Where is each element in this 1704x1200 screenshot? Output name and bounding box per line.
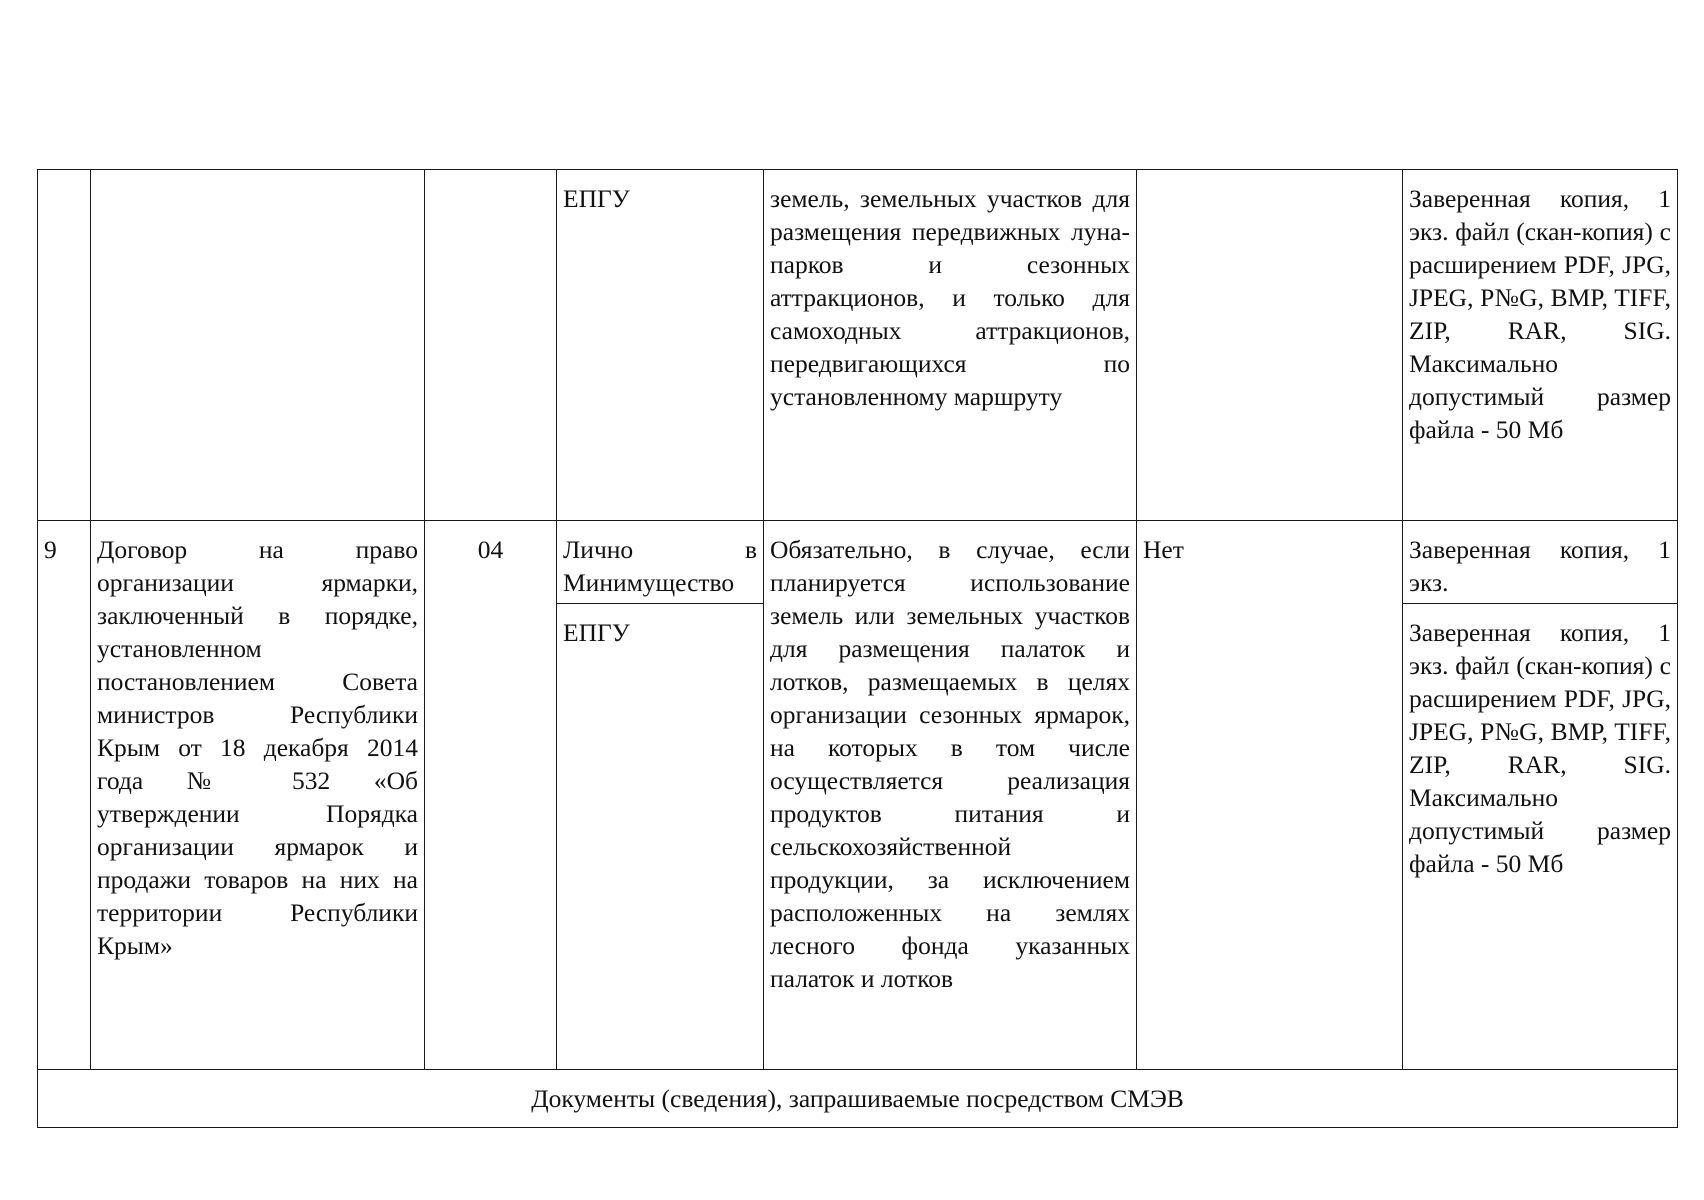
condition-text: земель, земельных участков для размещения передвижных луна-парков и сезонных аттракционов, и только для самоходных аттракционов, передвигающихся по установленному маршруту [770,184,1130,411]
section-row [38,1070,1678,1128]
documents-table [37,169,1678,1128]
submission-channel: ЕПГУ [563,184,630,213]
row-number [38,170,90,186]
table-row [38,170,1678,521]
channel-stack [557,521,763,653]
document-name-cell [91,521,425,1070]
document-name [91,170,424,186]
document-name: Договор на право организации ярмарки, заключенный в порядке, установленном постановлением Совета министров Республики Крым от 18 декабря 2014 года № 532 «Об утверждении Порядка организации ярмарок и продажи товаров на них на территории Республики Крым» [97,535,418,960]
condition-cell [764,521,1137,1070]
channel-cell [557,521,764,1070]
document-code: 04 [477,535,504,564]
condition-cell [764,170,1137,521]
document-code [425,170,556,186]
condition-text: Обязательно, в случае, если планируется использование земель или земельных участков для размещения палаток и лотков, размещаемых в целях организации сезонных ярмарок, на которых в том числе осуществляется реализация продуктов питания и сельскохозяйственной продукции, за исключением расположенных на землях лесного фонда указанных палаток и лотков [770,535,1130,993]
sample-cell [1137,521,1403,1070]
section-footer-cell [38,1070,1678,1128]
channel-epgu: ЕПГУ [563,618,630,647]
sample-text: Нет [1143,535,1184,564]
row-number: 9 [44,535,57,564]
row-number-cell [38,521,91,1070]
channel-cell [557,170,764,521]
form-stack [1403,521,1677,884]
channel-personal: Лично в Минимущество [557,521,763,604]
form-cell [1403,521,1678,1070]
form-epgu: Заверенная копия, 1 экз. файл (скан-копия) с расширением PDF, JPG, JPEG, P№G, BMP, TIFF, ZIP, RAR, SIG. Максимально допустимый размер файла - 50 Мб [1409,618,1671,878]
code-cell [425,170,557,521]
sample-cell [1137,170,1403,521]
section-heading: Документы (сведения), запрашиваемые посредством СМЭВ [531,1084,1184,1113]
table-row [38,521,1678,1070]
row-number-cell [38,170,91,521]
form-cell [1403,170,1678,521]
sample-text [1137,170,1402,186]
form-requirements: Заверенная копия, 1 экз. файл (скан-копия) с расширением PDF, JPG, JPEG, P№G, BMP, TIFF, ZIP, RAR, SIG. Максимально допустимый размер файла - 50 Мб [1409,184,1671,444]
document-name-cell [91,170,425,521]
code-cell [425,521,557,1070]
form-personal: Заверенная копия, 1 экз. [1403,521,1677,604]
